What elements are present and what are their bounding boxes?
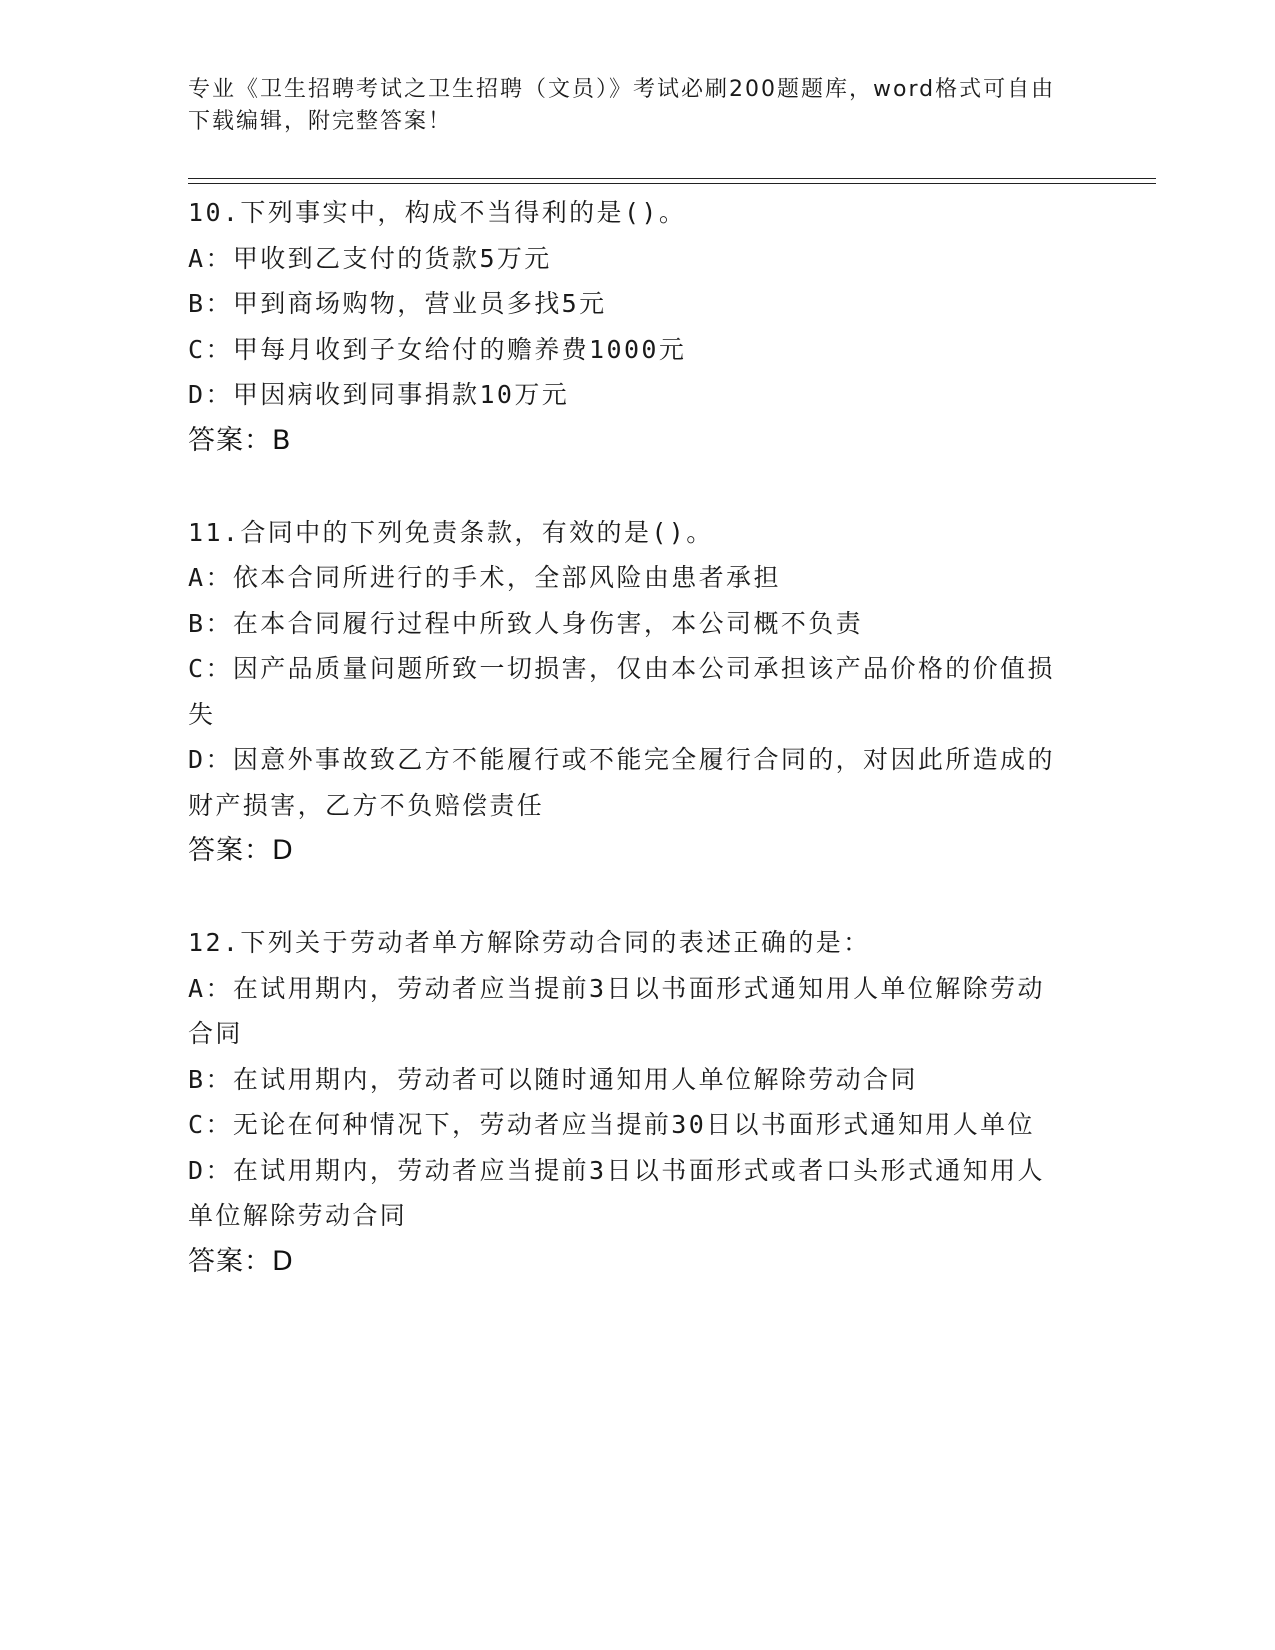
header-rule-bottom — [188, 183, 1156, 184]
question-12 — [188, 920, 1068, 1285]
option-c: C：因产品质量问题所致一切损害，仅由本公司承担该产品价格的价值损失 — [188, 654, 1055, 729]
question-stem: 11.合同中的下列免责条款，有效的是()。 — [188, 517, 714, 547]
option-a: A：依本合同所进行的手术，全部风险由患者承担 — [188, 563, 781, 592]
answer-label: 答案：B — [188, 424, 292, 456]
header-rule-top — [188, 178, 1156, 179]
option-a: A：在试用期内，劳动者应当提前3日以书面形式通知用人单位解除劳动合同 — [188, 973, 1045, 1048]
answer-label: 答案：D — [188, 835, 294, 866]
option-b: B：在本合同履行过程中所致人身伤害，本公司概不负责 — [188, 608, 864, 638]
option-c: C：无论在何种情况下，劳动者应当提前30日以书面形式通知用人单位 — [188, 1110, 1035, 1139]
document-header: 专业《卫生招聘考试之卫生招聘（文员）》考试必刷200题题库，word格式可自由下载编辑，附完整答案！ — [188, 77, 1056, 134]
question-list — [188, 190, 1068, 1331]
question-stem: 12.下列关于劳动者单方解除劳动合同的表述正确的是： — [188, 928, 871, 957]
option-d: D：在试用期内，劳动者应当提前3日以书面形式或者口头形式通知用人单位解除劳动合同 — [188, 1155, 1045, 1230]
option-b: B：在试用期内，劳动者可以随时通知用人单位解除劳动合同 — [188, 1064, 918, 1094]
option-b: B：甲到商场购物，营业员多找5元 — [188, 289, 607, 318]
option-c: C：甲每月收到子女给付的赡养费1000元 — [188, 334, 687, 364]
option-d: D：甲因病收到同事捐款10万元 — [188, 380, 570, 409]
question-11 — [188, 510, 1068, 875]
answer-label: 答案：D — [188, 1245, 294, 1277]
option-a: A：甲收到乙支付的货款5万元 — [188, 243, 552, 273]
question-10 — [188, 190, 1068, 464]
question-stem: 10.下列事实中，构成不当得利的是()。 — [188, 198, 687, 227]
option-d: D：因意外事故致乙方不能履行或不能完全履行合同的，对因此所造成的财产损害，乙方不负赔偿责任 — [188, 745, 1055, 820]
